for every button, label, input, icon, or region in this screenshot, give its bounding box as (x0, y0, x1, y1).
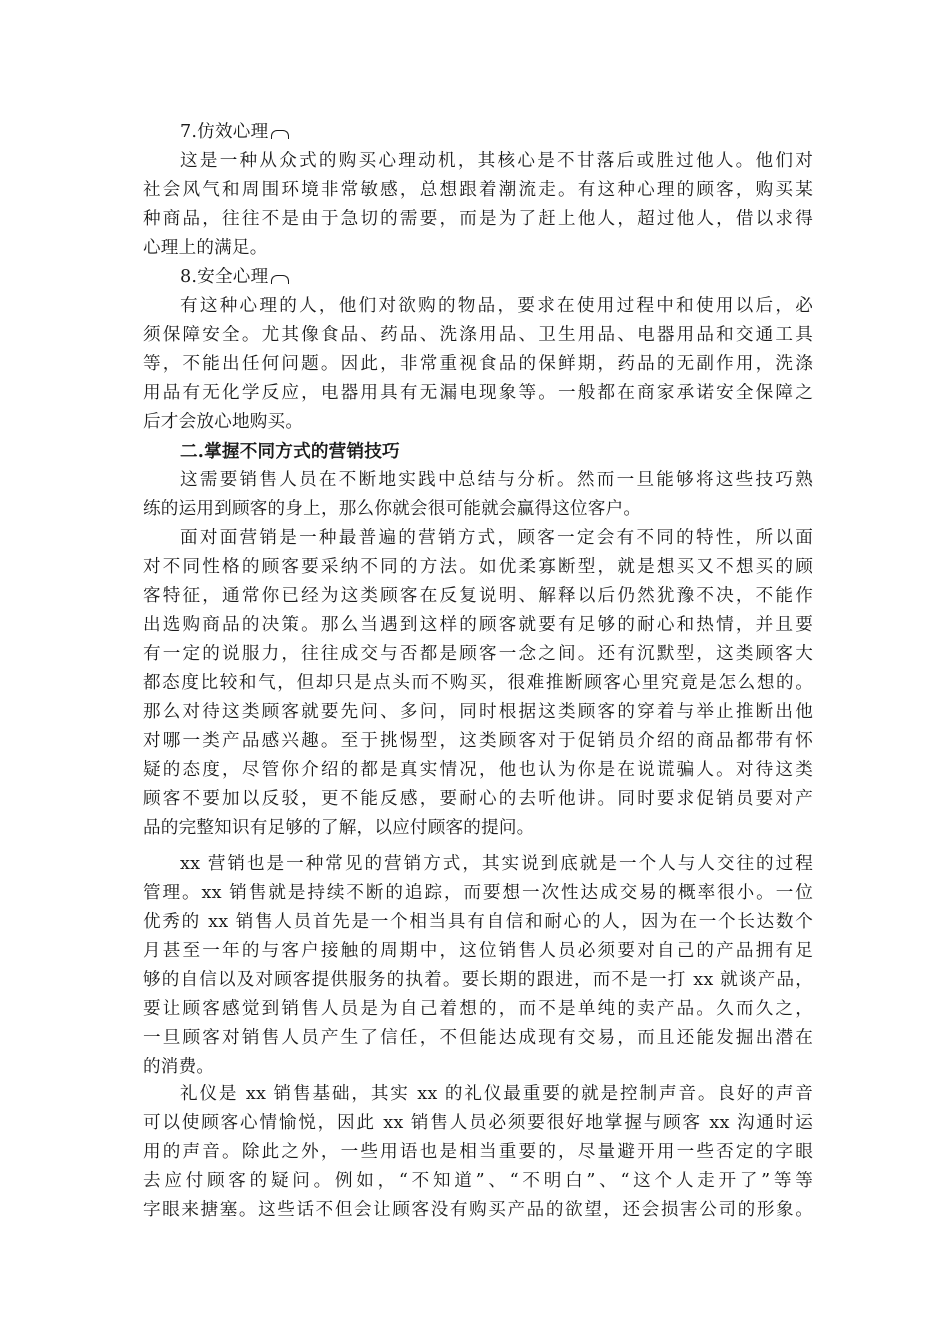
paragraph (143, 147, 813, 263)
line-text: 后才会放心地购买。 (143, 412, 304, 432)
heading-mark-icon (271, 130, 289, 139)
line-text: 优秀的 xx 销售人员首先是一个相当具有自信和耐心的人，因为在一个长达数个 (143, 912, 813, 932)
text-line (143, 147, 813, 176)
line-text: 去应付顾客的疑问。例如，“不知道”、“不明白”、“这个人走开了”等等 (143, 1171, 813, 1191)
line-text: 那么对待这类顾客就要先问、多问，同时根据这类顾客的穿着与举止推断出他 (143, 702, 813, 722)
line-text: 要让顾客感觉到销售人员是为自己着想的，而不是单纯的卖产品。久而久之， (143, 999, 813, 1019)
text-line (143, 1080, 813, 1109)
text-line (143, 611, 813, 640)
text-line (143, 408, 813, 437)
line-text: 都态度比较和气，但却只是点头而不购买，很难推断顾客心里究竟是怎么想的。 (143, 673, 813, 693)
line-text: 出选购商品的决策。那么当遇到这样的顾客就要有足够的耐心和热情，并且要 (143, 615, 813, 635)
text-line (143, 582, 813, 611)
text-line (143, 908, 813, 937)
text-line (143, 879, 813, 908)
text-line (143, 379, 813, 408)
text-line (143, 263, 813, 292)
line-text: 够的自信以及对顾客提供服务的执着。要长期的跟进，而不是一打 xx 就谈产品， (143, 970, 813, 990)
line-text: 这需要销售人员在不断地实践中总结与分析。然而一旦能够将这些技巧熟 (180, 470, 813, 490)
line-text: 面对面营销是一种最普遍的营销方式，顾客一定会有不同的特性，所以面 (180, 528, 813, 548)
line-text: xx 营销也是一种常见的营销方式，其实说到底就是一个人与人交往的过程 (180, 854, 813, 874)
text-line (143, 640, 813, 669)
line-text: 可以使顾客心情愉悦，因此 xx 销售人员必须要很好地掌握与顾客 xx 沟通时运 (143, 1113, 813, 1133)
text-line (143, 234, 813, 263)
text-line (143, 785, 813, 814)
line-text: 顾客不要加以反驳，更不能反感，要耐心的去听他讲。同时要求促销员要对产 (143, 789, 813, 809)
line-text: 的消费。 (143, 1057, 215, 1077)
text-line (143, 321, 813, 350)
text-line (143, 1138, 813, 1167)
text-line (143, 292, 813, 321)
text-line (143, 727, 813, 756)
line-text: 对不同性格的顾客要采纳不同的方法。如优柔寡断型，就是想买又不想买的顾 (143, 557, 813, 577)
text-line (143, 1196, 813, 1225)
text-line (143, 553, 813, 582)
line-text: 8.安全心理 (180, 267, 269, 287)
text-line (143, 756, 813, 785)
text-line (143, 937, 813, 966)
paragraph (143, 1080, 813, 1225)
line-text: 一旦顾客对销售人员产生了信任，不但能达成现有交易，而且还能发掘出潜在 (143, 1028, 813, 1048)
text-line (143, 350, 813, 379)
text-line (143, 966, 813, 995)
line-text: 对哪一类产品感兴趣。至于挑惕型，这类顾客对于促销员介绍的商品都带有怀 (143, 731, 813, 751)
text-line (143, 466, 813, 495)
text-line (143, 1109, 813, 1138)
line-text: 用品有无化学反应，电器用具有无漏电现象等。一般都在商家承诺安全保障之 (143, 383, 813, 403)
text-line (143, 524, 813, 553)
paragraph (143, 263, 813, 292)
line-text: 字眼来搪塞。这些话不但会让顾客没有购买产品的欲望，还会损害公司的形象。 (143, 1200, 813, 1220)
line-text: 疑的态度，尽管你介绍的都是真实情况，他也认为你是在说谎骗人。对待这类 (143, 760, 813, 780)
line-text: 用的声音。除此之外，一些用语也是相当重要的，尽量避开用一些否定的字眼 (143, 1142, 813, 1162)
line-text: 种商品，往往不是由于急切的需要，而是为了赶上他人，超过他人，借以求得 (143, 209, 813, 229)
line-text: 有一定的说服力，往往成交与否都是顾客一念之间。还有沉默型，这类顾客大 (143, 644, 813, 664)
paragraph (143, 292, 813, 437)
text-line (143, 205, 813, 234)
line-text: 社会风气和周围环境非常敏感，总想跟着潮流走。有这种心理的顾客，购买某 (143, 180, 813, 200)
line-text: 这是一种从众式的购买心理动机，其核心是不甘落后或胜过他人。他们对 (180, 151, 813, 171)
line-text: 客特征，通常你已经为这类顾客在反复说明、解释以后仍然犹豫不决，不能作 (143, 586, 813, 606)
line-text: 心理上的满足。 (143, 238, 268, 258)
text-line (143, 495, 813, 524)
paragraph (143, 524, 813, 843)
text-line (143, 995, 813, 1024)
line-text: 管理。xx 销售就是持续不断的追踪，而要想一次性达成交易的概率很小。一位 (143, 883, 813, 903)
line-text: 7.仿效心理 (180, 122, 269, 142)
text-line (143, 850, 813, 879)
section-heading (143, 437, 813, 466)
heading-mark-icon (271, 275, 289, 284)
paragraph (143, 850, 813, 1082)
line-text: 礼仪是 xx 销售基础，其实 xx 的礼仪最重要的就是控制声音。良好的声音 (180, 1084, 813, 1104)
line-text: 品的完整知识有足够的了解，以应付顾客的提问。 (143, 818, 535, 838)
line-text: 须保障安全。尤其像食品、药品、洗涤用品、卫生用品、电器用品和交通工具 (143, 325, 813, 345)
paragraph (143, 437, 813, 466)
text-line (143, 814, 813, 843)
line-text: 等，不能出任何问题。因此，非常重视食品的保鲜期，药品的无副作用，洗涤 (143, 354, 813, 374)
paragraph (143, 118, 813, 147)
text-line (143, 1024, 813, 1053)
text-line (143, 176, 813, 205)
text-line (143, 118, 813, 147)
line-text: 有这种心理的人，他们对欲购的物品，要求在使用过程中和使用以后，必 (180, 296, 813, 316)
text-line (143, 669, 813, 698)
text-line (143, 1053, 813, 1082)
text-line (143, 698, 813, 727)
line-text: 二.掌握不同方式的营销技巧 (180, 441, 400, 462)
line-text: 练的运用到顾客的身上，那么你就会很可能就会赢得这位客户。 (143, 499, 642, 519)
line-text: 月甚至一年的与客户接触的周期中，这位销售人员必须要对自己的产品拥有足 (143, 941, 813, 961)
text-line (143, 1167, 813, 1196)
paragraph (143, 466, 813, 524)
